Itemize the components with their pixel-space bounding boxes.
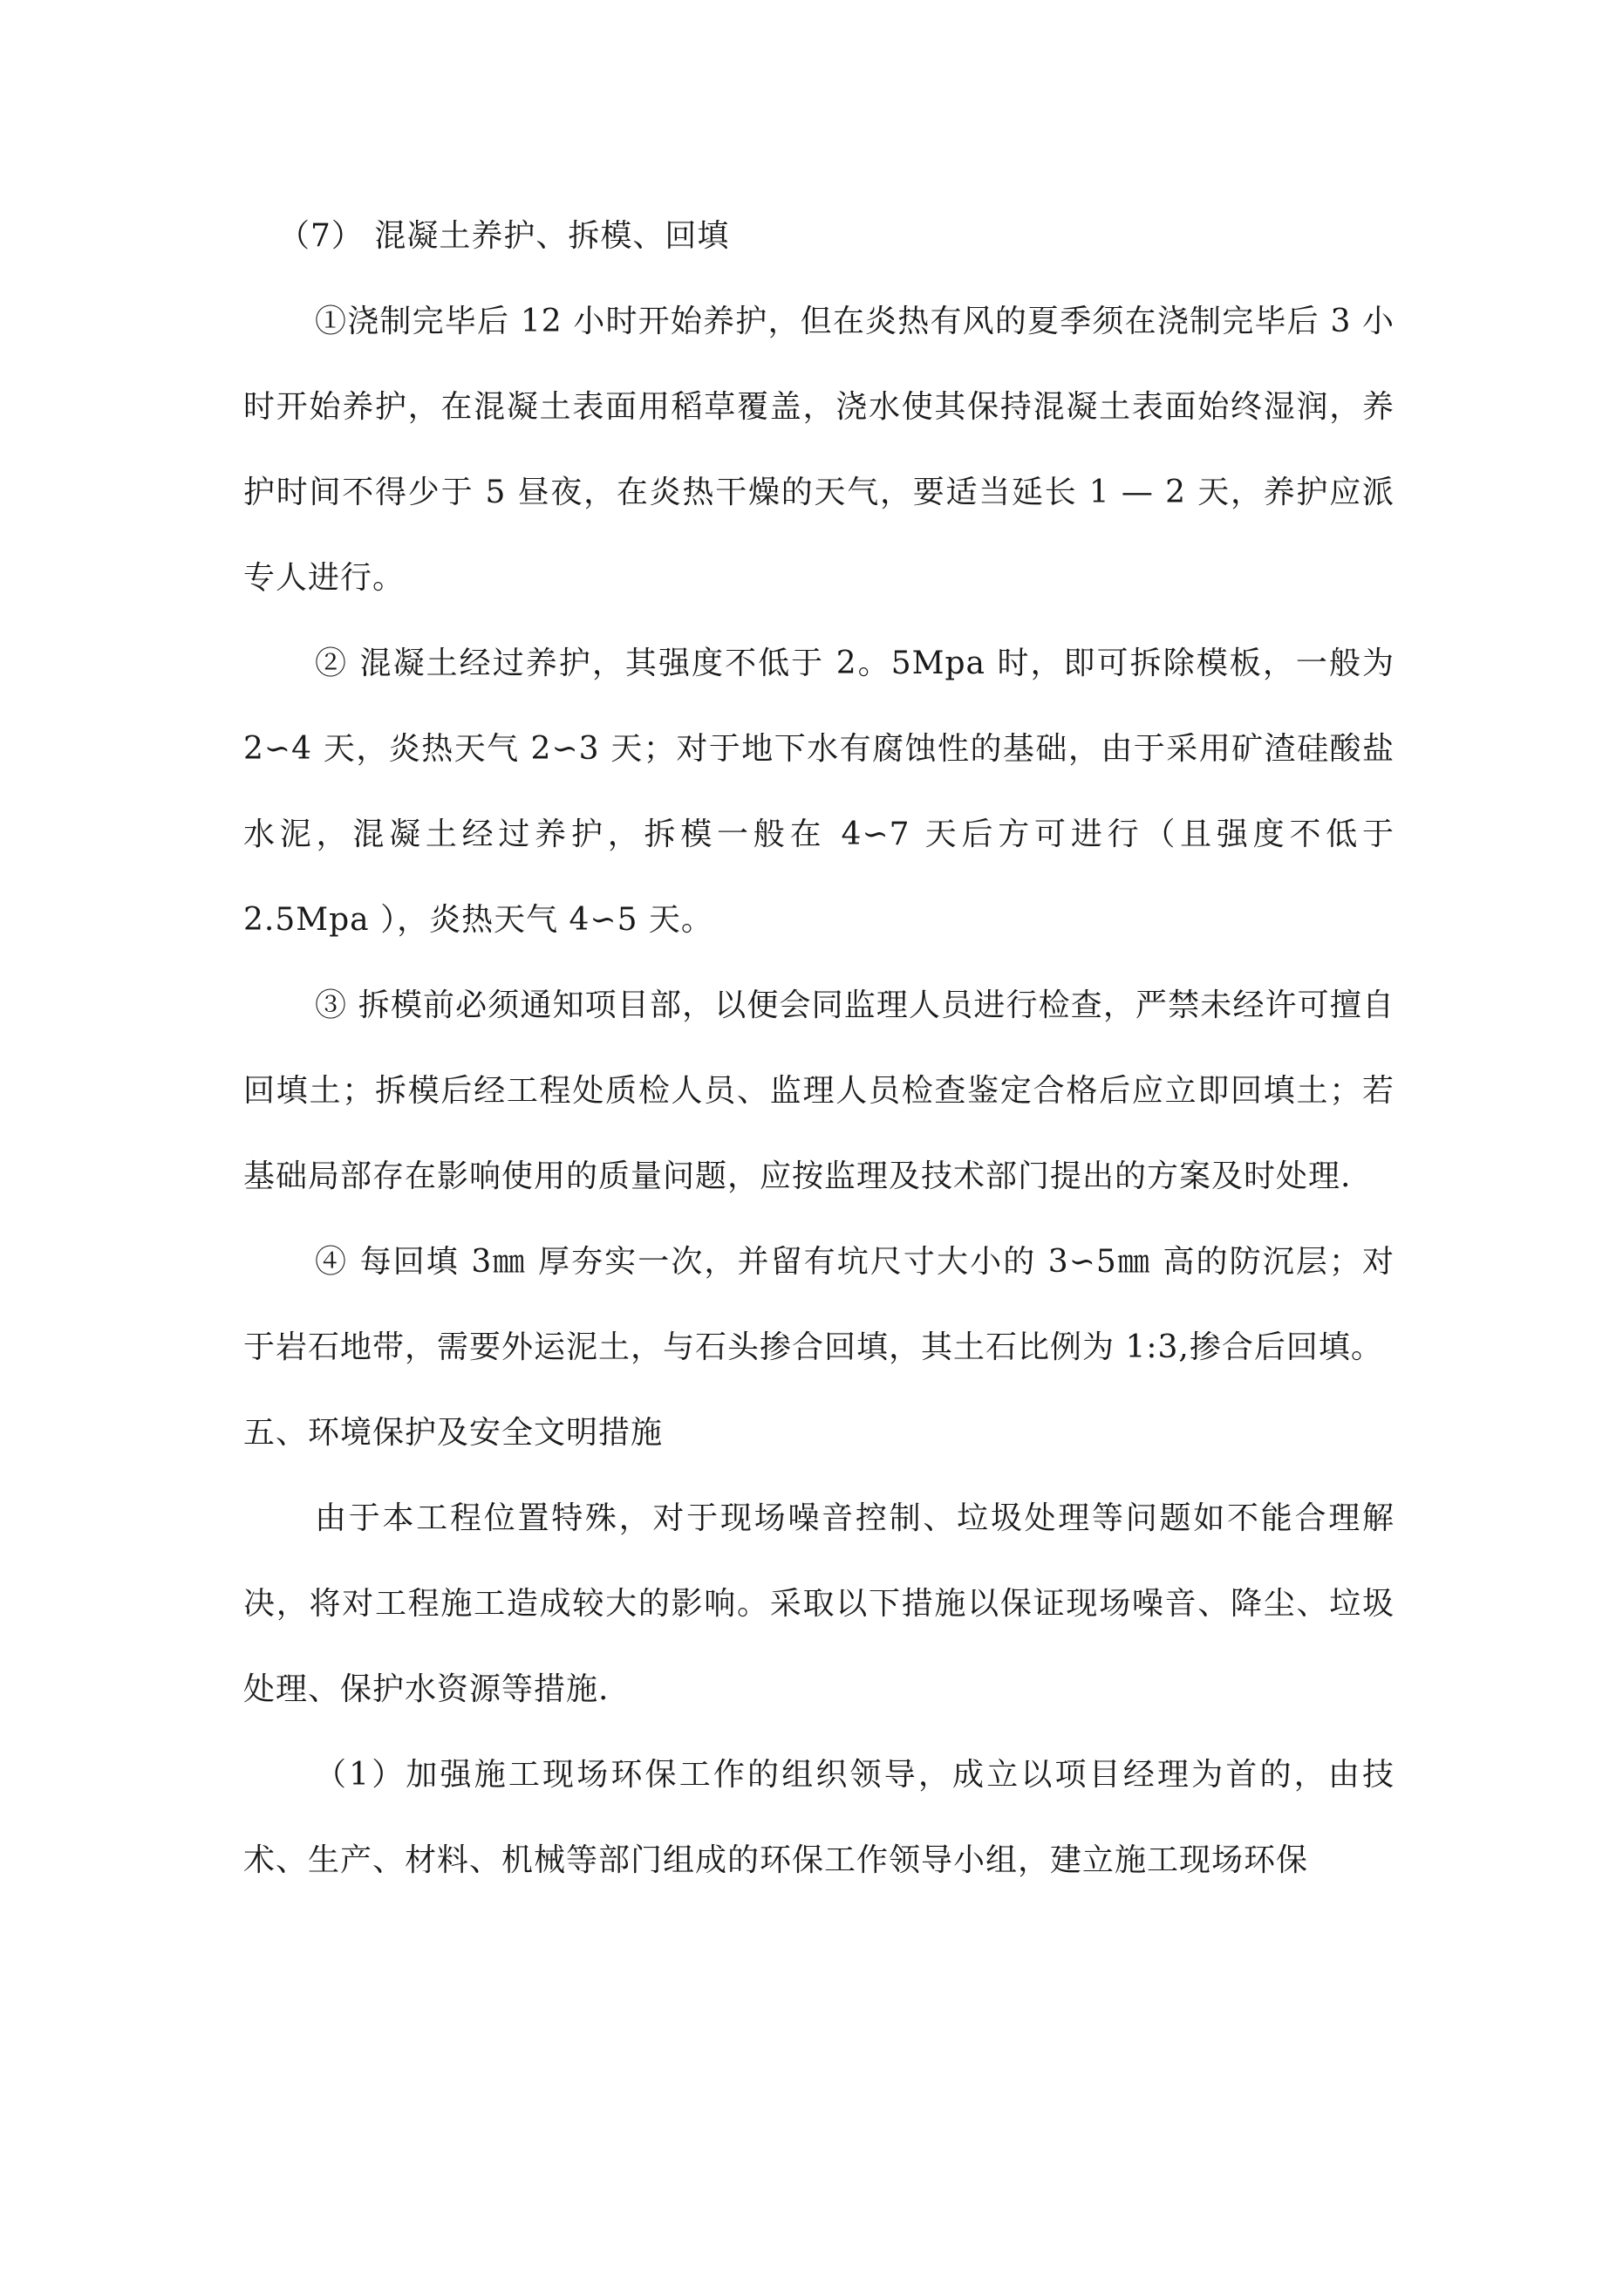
paragraph-compaction: ④ 每回填 3㎜ 厚夯实一次，并留有坑尺寸大小的 3∽5㎜ 高的防沉层；对于岩石地带，需要外运泥土，与石头掺合回填，其土石比例为 1:3,掺合后回填。 xyxy=(243,1244,1395,1365)
document-body xyxy=(243,194,1395,1903)
paragraph-formwork-removal: ② 混凝土经过养护，其强度不低于 2。5Mpa 时，即可拆除模板，一般为 2∽4 天，炎热天气 2∽3 天；对于地下水有腐蚀性的基础，由于采用矿渣硅酸盐水泥，混凝土经过养护，拆模一般在 4∽7 天后方可进行（且强度不低于 2.5Mpa ），炎热天气 4∽5 天。 xyxy=(243,646,1395,938)
paragraph-environment-intro: 由于本工程位置特殊，对于现场噪音控制、垃圾处理等问题如不能合理解决，将对工程施工造成较大的影响。采取以下措施以保证现场噪音、降尘、垃圾处理、保护水资源等措施. xyxy=(243,1500,1395,1707)
paragraph-environment-organization: （1）加强施工现场环保工作的组织领导，成立以项目经理为首的，由技术、生产、材料、机械等部门组成的环保工作领导小组，建立施工现场环保 xyxy=(243,1757,1395,1878)
subsection-heading-curing: （7） 混凝土养护、拆模、回填 xyxy=(278,218,730,254)
paragraph-inspection-backfill: ③ 拆模前必须通知项目部，以便会同监理人员进行检查，严禁未经许可擅自回填土；拆模后经工程处质检人员、监理人员检查鉴定合格后应立即回填土；若基础局部存在影响使用的质量问题，应按监理及技术部门提出的方案及时处理. xyxy=(243,987,1395,1194)
section-heading-environment: 五、环境保护及安全文明措施 xyxy=(243,1415,664,1451)
paragraph-curing-timing: ①浇制完毕后 12 小时开始养护，但在炎热有风的夏季须在浇制完毕后 3 小时开始养护，在混凝土表面用稻草覆盖，浇水使其保持混凝土表面始终湿润，养护时间不得少于 5 昼夜，在炎热干燥的天气，要适当延长 1 — 2 天，养护应派专人进行。 xyxy=(243,304,1395,596)
